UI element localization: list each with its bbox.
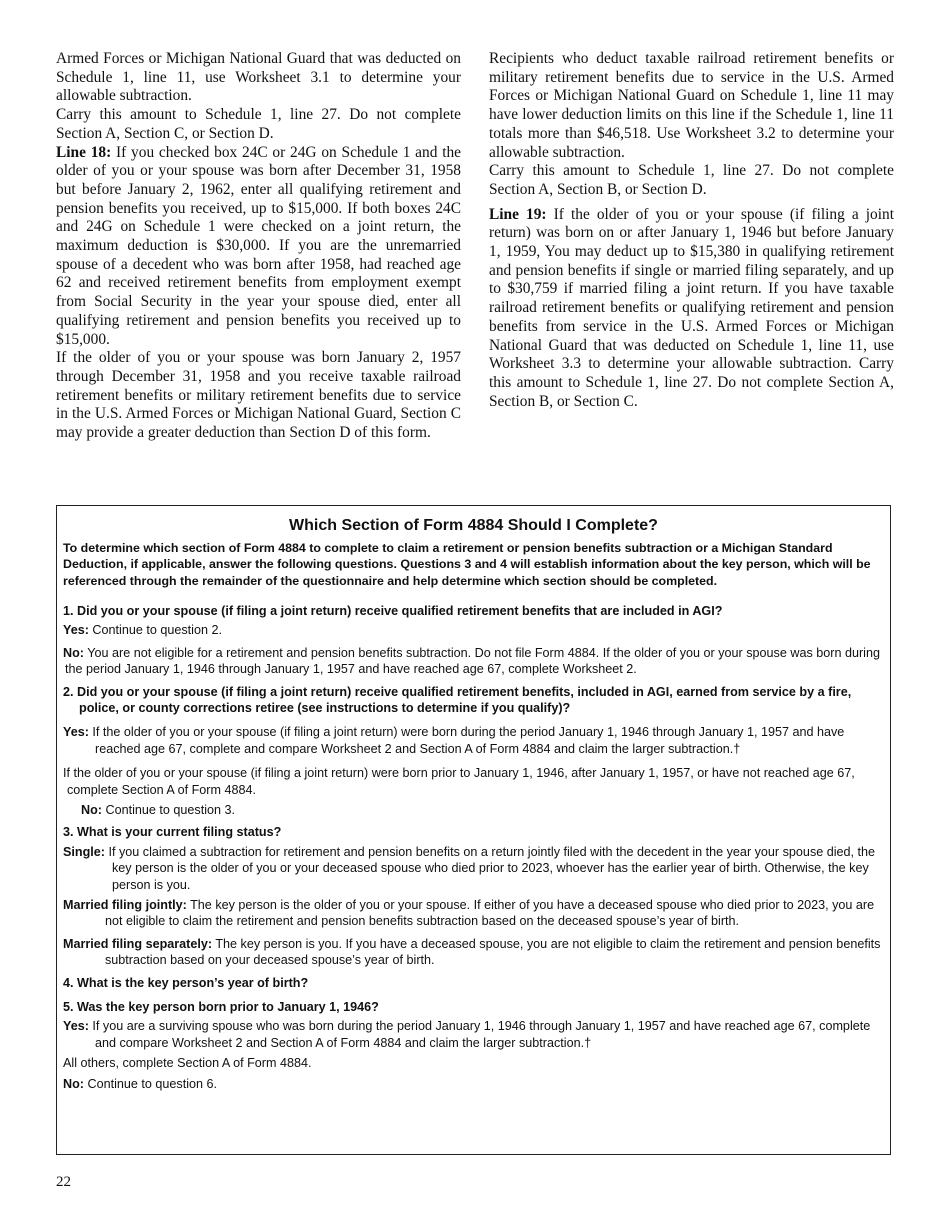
- question-1-no: [63, 645, 884, 678]
- line-19-label: Line 19:: [489, 205, 547, 223]
- question-2-yes: [63, 724, 884, 757]
- question-1: 1. Did you or your spouse (if filing a joint return) receive qualified retirement benefits that are included in AGI?: [63, 603, 723, 618]
- answer-text: If you claimed a subtraction for retirement and pension benefits on a return jointly filed with the decedent in the year your spouse died, the key person is the older of you or your deceased spouse who died prior to 2023, whoever has the earlier year of birth. Otherwise, the key person is you.: [104, 844, 876, 892]
- answer-text: You are not eligible for a retirement and pension benefits subtraction. Do not file Form 4884. If the older of you or your spouse was born during the period January 1, 1946 through January 1, 1957 and have reached age 67, complete Worksheet 2.: [65, 645, 880, 677]
- question-4: 4. What is the key person’s year of birth?: [63, 975, 309, 990]
- answer-text: Continue to question 6.: [83, 1076, 218, 1091]
- line-18-paragraph: [56, 144, 461, 350]
- answer-text: The key person is the older of you or your spouse. If either of you have a deceased spouse who died prior to 2023, you are not eligible to claim the retirement and pension benefits subtraction based on the deceased spouse’s year of birth.: [105, 897, 875, 929]
- filing-status-single: [63, 844, 884, 893]
- answer-text: Continue to question 2.: [88, 623, 222, 638]
- question-3: 3. What is your current filing status?: [63, 825, 282, 840]
- single-label: Single:: [63, 844, 105, 859]
- no-label: No:: [81, 802, 102, 817]
- yes-label: Yes:: [63, 1019, 89, 1034]
- page-number: 22: [56, 1174, 71, 1190]
- question-2-yes-continued: If the older of you or your spouse (if filing a joint return) were born prior to January 1, 1946, after January 1, 1957, or have not reached age 67, complete Section A of Form 4884.: [63, 766, 855, 797]
- questionnaire-intro: To determine which section of Form 4884 to complete to claim a retirement or pension benefits subtraction or a Michigan Standard Deduction, if applicable, answer the following questions. Questions 3 and 4 will establish information about the key person, which will be referenced through the remainder of the questionnaire and help determine which section should be completed.: [63, 541, 871, 588]
- line-18-text: If you checked box 24C or 24G on Schedule 1 and the older of you or your spouse was born after December 31, 1958 but before January 2, 1962, enter all qualifying retirement and pension benefits you received, up to $15,000. If both boxes 24C and 24G on Schedule 1 were checked on a joint return, the maximum deduction is $30,000. If you are the unremarried spouse of a decedent who was born after 1958, had reached age 62 and received retirement benefits from employment exempt from Social Security in the year your spouse died, enter all qualifying retirement and pension benefits you received up to $15,000.: [56, 143, 461, 348]
- answer-text: If you are a surviving spouse who was born during the period January 1, 1946 through January 1, 1957 and have reached age 67, complete and compare Worksheet 2 and Section A of Form 4884 and claim the larger subtraction.†: [88, 1019, 871, 1050]
- no-label: No:: [63, 645, 84, 660]
- line-19-paragraph: [489, 206, 894, 412]
- question-5: 5. Was the key person born prior to January 1, 1946?: [63, 1000, 379, 1015]
- question-1-yes: [63, 622, 884, 638]
- question-2: 2. Did you or your spouse (if filing a joint return) receive qualified retirement benefits, included in AGI, earned from service by a fire, police, or county corrections retiree (see instructions to determine if you qualify)?: [63, 684, 852, 715]
- answer-text: Continue to question 3.: [101, 802, 236, 817]
- right-text-column: [489, 50, 894, 411]
- question-5-no: [63, 1076, 884, 1092]
- line-18-label: Line 18:: [56, 143, 112, 161]
- paragraph: Recipients who deduct taxable railroad retirement benefits or military retirement benefits due to service in the U.S. Armed Forces or Michigan National Guard on Schedule 1, line 11 may have lower deduction limits on this line if the Schedule 1, line 11 totals more than $46,518. Use Worksheet 3.2 to determine your allowable subtraction.: [489, 50, 894, 161]
- yes-label: Yes:: [63, 725, 89, 740]
- line-19-text: If the older of you or your spouse (if filing a joint return) was born on or after January 1, 1946 but before January 1, 1959, You may deduct up to $15,380 in qualifying retirement and pension benefits if single or married filing separately, and up to $30,759 if married filing a joint return. If you have taxable railroad retirement benefits or qualifying retirement and pension benefits from service in the U.S. Armed Forces or Michigan National Guard that was deducted on Schedule 1, line 11, use Worksheet 3.3 to determine your allowable subtraction. Carry this amount to Schedule 1, line 27. Do not complete Section A, Section B, or Section C.: [489, 205, 895, 410]
- question-5-yes: [63, 1018, 884, 1051]
- questionnaire-title: Which Section of Form 4884 Should I Complete?: [289, 517, 658, 534]
- married-separately-label: Married filing separately:: [63, 936, 213, 951]
- paragraph: Carry this amount to Schedule 1, line 27. Do not complete Section A, Section B, or Section D.: [489, 162, 894, 198]
- paragraph: If the older of you or your spouse was born January 2, 1957 through December 31, 1958 and you receive taxable railroad retirement benefits or military retirement benefits due to service in the U.S. Armed Forces or Michigan National Guard, Section C may provide a greater deduction than Section D of this form.: [56, 349, 461, 442]
- question-2-no: [81, 802, 884, 818]
- paragraph: Carry this amount to Schedule 1, line 27. Do not complete Section A, Section C, or Section D.: [56, 106, 461, 142]
- yes-label: Yes:: [63, 623, 89, 638]
- filing-status-married-jointly: [63, 897, 884, 930]
- questionnaire-box: [56, 505, 891, 1155]
- no-label: No:: [63, 1076, 84, 1091]
- married-jointly-label: Married filing jointly:: [63, 897, 187, 912]
- answer-text: The key person is you. If you have a deceased spouse, you are not eligible to claim the retirement and pension benefits subtraction based on your deceased spouse’s year of birth.: [105, 936, 881, 968]
- left-text-column: [56, 50, 461, 443]
- question-5-yes-continued: All others, complete Section A of Form 4884.: [63, 1056, 312, 1071]
- paragraph: Armed Forces or Michigan National Guard that was deducted on Schedule 1, line 11, use Worksheet 3.1 to determine your allowable subtraction.: [56, 50, 461, 105]
- answer-text: If the older of you or your spouse (if filing a joint return) were born during the period January 1, 1946 through January 1, 1957 and have reached age 67, complete and compare Worksheet 2 and Section A of Form 4884 and claim the larger subtraction.†: [88, 725, 845, 756]
- filing-status-married-separately: [63, 936, 884, 969]
